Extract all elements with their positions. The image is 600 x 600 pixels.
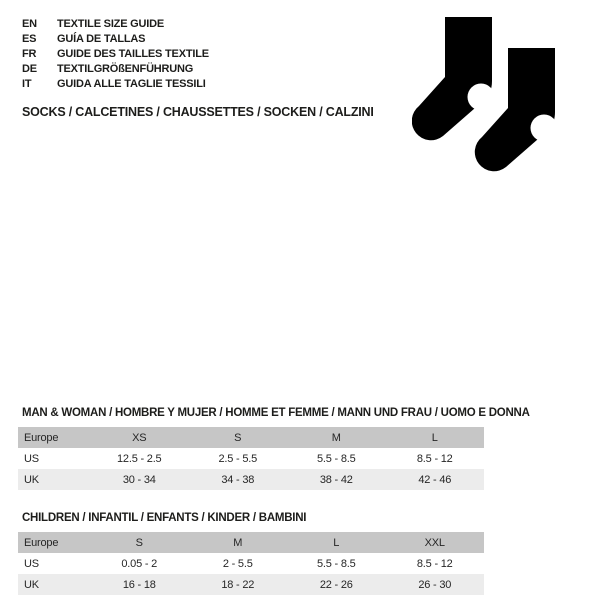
header-cell-size: M — [331, 431, 341, 444]
size-value: 42 - 46 — [418, 473, 452, 486]
language-row-it — [22, 77, 209, 92]
table-header-row — [18, 427, 484, 448]
language-label: GUIDA ALLE TAGLIE TESSILI — [57, 78, 206, 90]
row-label: US — [24, 557, 39, 570]
header-cell-region: Europe — [24, 431, 59, 444]
socks-icon — [412, 17, 558, 173]
section-man-woman — [18, 407, 530, 490]
language-label: GUÍA DE TALLAS — [57, 33, 146, 45]
language-code: DE — [22, 63, 37, 75]
language-label: GUIDE DES TAILLES TEXTILE — [57, 48, 209, 60]
header-cell-size: L — [431, 431, 438, 444]
size-value: 16 - 18 — [122, 578, 156, 591]
language-label: TEXTILE SIZE GUIDE — [57, 18, 165, 30]
size-value: 0.05 - 2 — [121, 557, 158, 570]
table-header-row — [18, 532, 484, 553]
size-value: 8.5 - 12 — [416, 452, 453, 465]
header-cell-region: Europe — [24, 536, 59, 549]
size-table-man-woman — [18, 427, 484, 490]
row-label: UK — [24, 473, 39, 486]
section-title-man-woman: MAN & WOMAN / HOMBRE Y MUJER / HOMME ET FEMME / MANN UND FRAU / UOMO E DONNA — [22, 407, 530, 419]
language-row-fr — [22, 47, 209, 62]
language-row-es — [22, 32, 209, 47]
size-value: 34 - 38 — [221, 473, 255, 486]
size-value: 26 - 30 — [418, 578, 452, 591]
size-value: 12.5 - 2.5 — [117, 452, 162, 465]
size-value: 38 - 42 — [319, 473, 353, 486]
header-cell-size: S — [135, 536, 143, 549]
size-value: 8.5 - 12 — [416, 557, 453, 570]
sock-back — [412, 17, 495, 140]
table-row-us — [18, 553, 484, 574]
row-label: UK — [24, 578, 39, 591]
size-value: 22 - 26 — [319, 578, 353, 591]
table-row-uk — [18, 574, 484, 595]
row-label: US — [24, 452, 39, 465]
size-value: 2 - 5.5 — [222, 557, 253, 570]
size-value: 30 - 34 — [122, 473, 156, 486]
size-value: 18 - 22 — [221, 578, 255, 591]
table-row-us — [18, 448, 484, 469]
header-cell-size: L — [333, 536, 340, 549]
section-children — [18, 512, 484, 595]
header-cell-size: M — [233, 536, 243, 549]
table-row-uk — [18, 469, 484, 490]
language-code: FR — [22, 48, 37, 60]
language-code: IT — [22, 78, 32, 90]
section-title-children: CHILDREN / INFANTIL / ENFANTS / KINDER / BAMBINI — [22, 512, 307, 524]
language-code: EN — [22, 18, 37, 30]
size-value: 5.5 - 8.5 — [316, 557, 356, 570]
language-list — [22, 17, 209, 92]
header-cell-size: XS — [132, 431, 147, 444]
language-code: ES — [22, 33, 37, 45]
size-value: 5.5 - 8.5 — [316, 452, 356, 465]
size-value: 2.5 - 5.5 — [218, 452, 258, 465]
language-row-de — [22, 62, 209, 77]
category-title: SOCKS / CALCETINES / CHAUSSETTES / SOCKEN / CALZINI — [22, 105, 374, 119]
language-row-en — [22, 17, 209, 32]
size-table-children — [18, 532, 484, 595]
language-label: TEXTILGRÖßENFÜHRUNG — [57, 63, 194, 75]
header-cell-size: XXL — [424, 536, 445, 549]
header-cell-size: S — [234, 431, 242, 444]
